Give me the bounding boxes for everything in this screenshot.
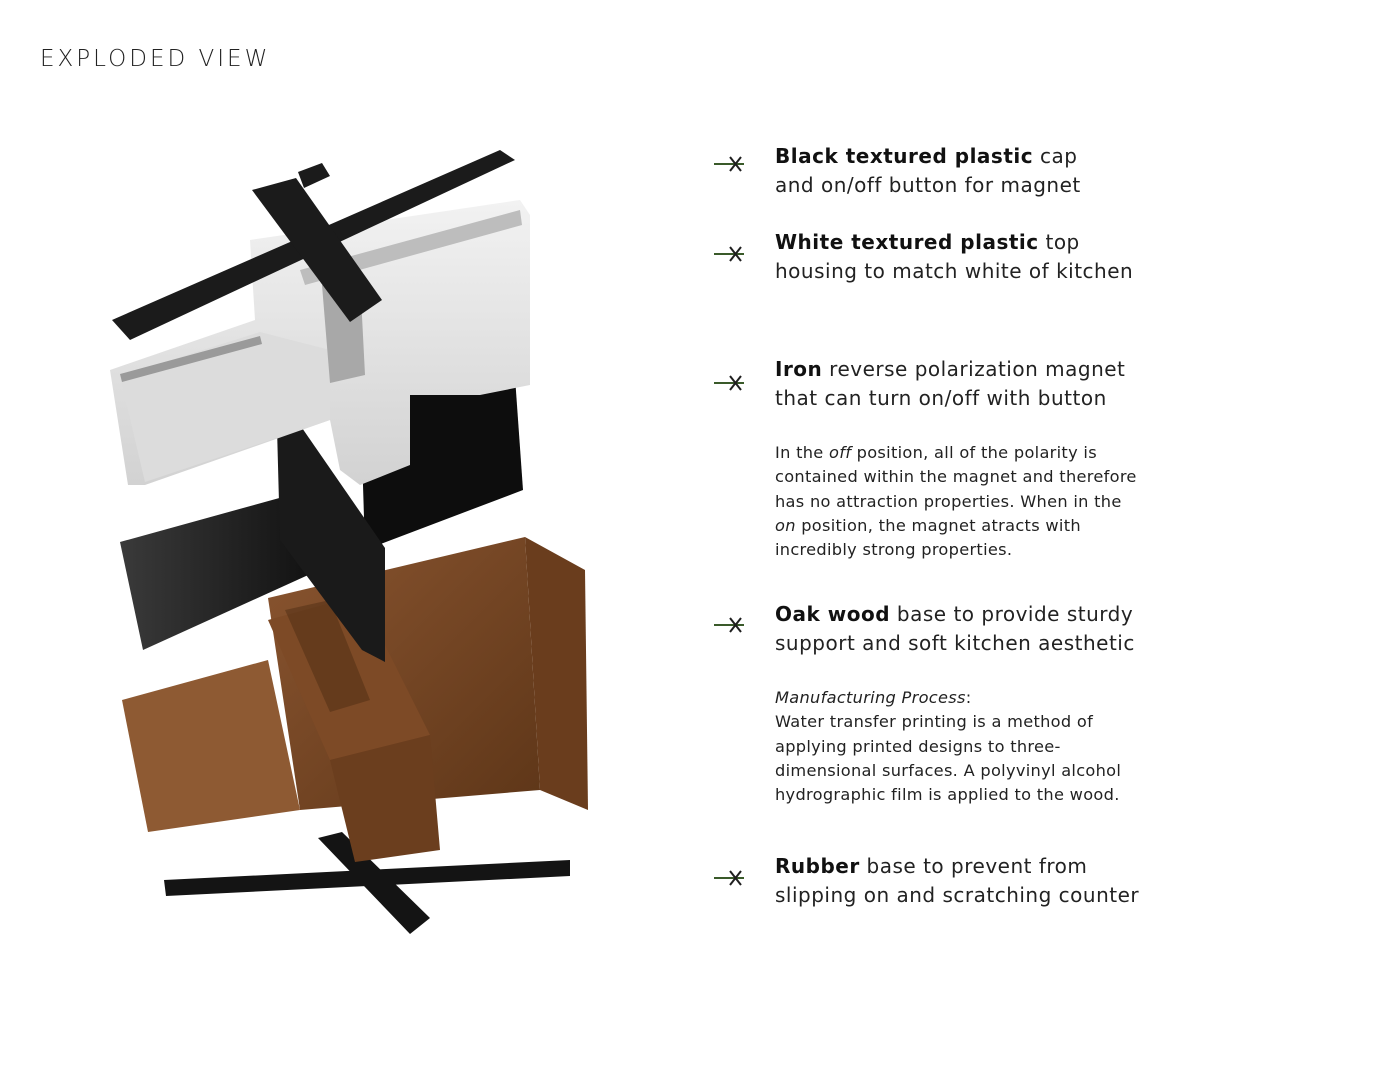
note-text: position, the magnet atracts with [795,515,1081,535]
note-text: contained within the magnet and therefore [775,467,1137,487]
callout-line1: base to prevent from [859,854,1088,878]
note-text: dimensional surfaces. A polyvinyl alcohol [775,760,1122,780]
arrow-x-marker-icon [712,244,748,264]
magnet-description [775,441,1175,562]
callout-line1: base to provide sturdy [890,602,1134,626]
callout-text [775,852,1335,910]
material-name: White textured plastic [775,230,1039,254]
callout-line2: that can turn on/off with button [775,386,1107,410]
material-name: Black textured plastic [775,144,1034,168]
material-name: Rubber [775,854,860,878]
callout-line1: reverse polarization magnet [822,357,1126,381]
material-name: Iron [775,357,823,381]
page-title: EXPLODED VIEW [40,46,271,72]
material-name: Oak wood [775,602,891,626]
note-text: In the [775,443,829,462]
callout-line1: top [1038,230,1080,254]
callout-line2: slipping on and scratching counter [775,883,1140,907]
note-text: incredibly strong properties. [775,540,1013,560]
callout-line2: support and soft kitchen aesthetic [775,631,1135,655]
note-text: : [965,688,972,707]
manufacturing-heading: Manufacturing Process [775,688,966,707]
callout-text [775,142,1335,200]
callout-text [775,600,1335,658]
arrow-x-marker-icon [712,615,748,635]
note-text: Water transfer printing is a method of [775,712,1094,732]
callout-line2: housing to match white of kitchen [775,259,1134,283]
callout-line2: and on/off button for magnet [775,173,1081,197]
note-emphasis-on: on [775,515,796,535]
arrow-x-marker-icon [712,868,748,888]
manufacturing-description [775,686,1175,807]
callout-text [775,355,1335,413]
note-text: applying printed designs to three- [775,736,1061,756]
note-emphasis-off: off [829,443,852,462]
note-text: hydrographic film is applied to the wood. [775,785,1120,805]
note-text: has no attraction properties. When in the [775,491,1122,511]
callout-line1: cap [1033,144,1078,168]
arrow-x-marker-icon [712,373,748,393]
note-text: position, all of the polarity is [851,443,1097,462]
callout-text [775,228,1335,286]
arrow-x-marker-icon [712,154,748,174]
